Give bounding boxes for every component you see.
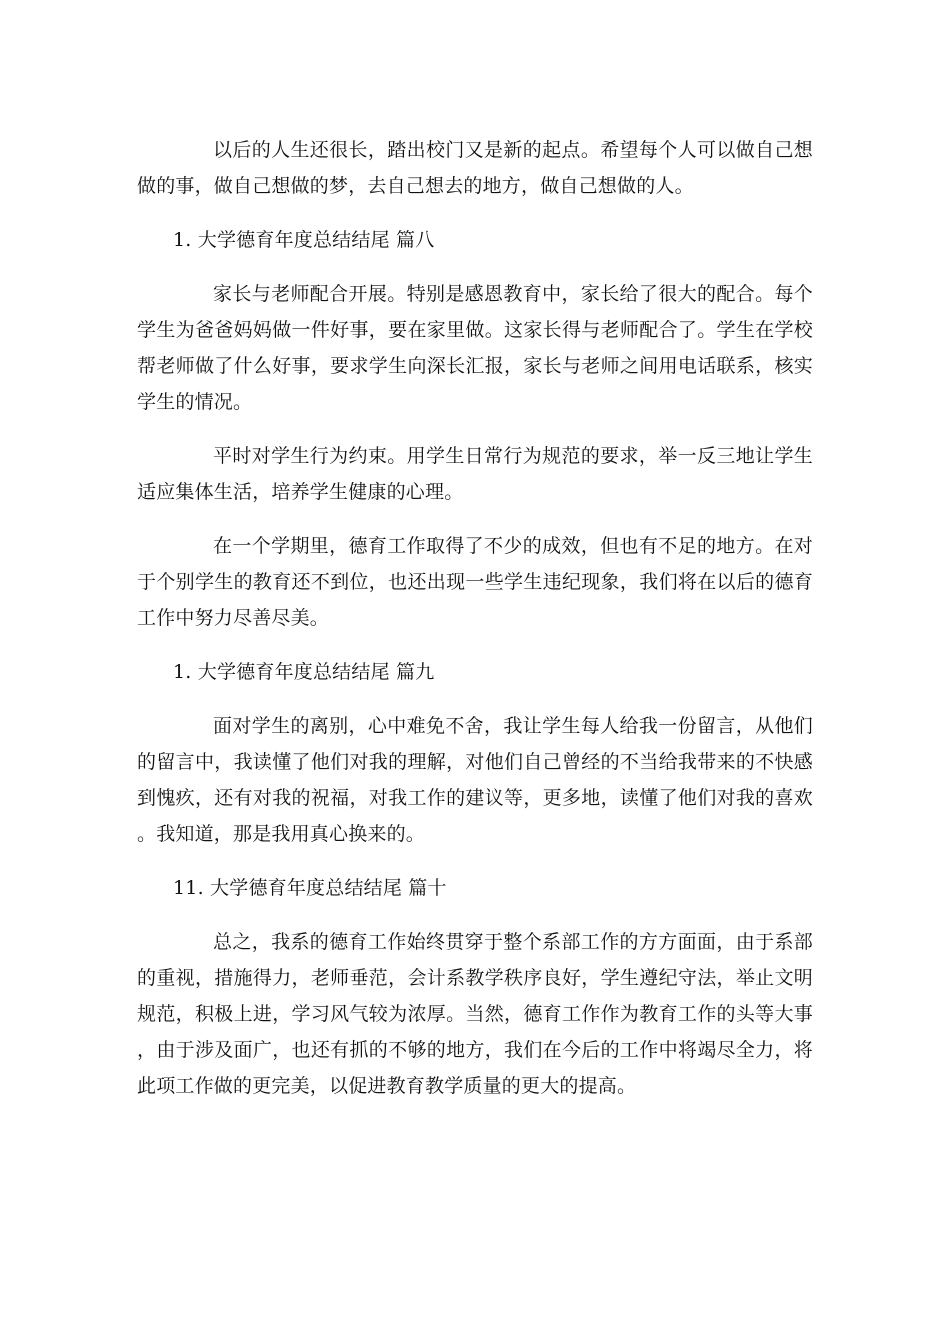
paragraph-behavior-rules: 平时对学生行为约束。用学生日常行为规范的要求，举一反三地让学生适应集体生活，培养学生健康的心理。 [137, 445, 813, 503]
paragraph-intro: 以后的人生还很长，踏出校门又是新的起点。希望每个人可以做自己想做的事，做自己想做的梦，去自己想去的地方，做自己想做的人。 [137, 139, 813, 197]
paragraph-conclusion: 总之，我系的德育工作始终贯穿于整个系部工作的方方面面，由于系部的重视，措施得力，老师垂范，会计系教学秩序良好，学生遵纪守法，举止文明规范，积极上进，学习风气较为浓厚。当然，德育工作作为教育工作的头等大事，由于涉及面广，也还有抓的不够的地方，我们在今后的工作中将竭尽全力，将此项工作做的更完美，以促进教育教学质量的更大的提高。 [137, 931, 813, 1097]
section-heading-part-10: 11. 大学德育年度总结结尾 篇十 [173, 877, 447, 899]
document-body [137, 132, 813, 1122]
section-heading-part-8: 1. 大学德育年度总结结尾 篇八 [173, 229, 435, 251]
paragraph-semester-results: 在一个学期里，德育工作取得了不少的成效，但也有不足的地方。在对于个别学生的教育还不到位，也还出现一些学生违纪现象，我们将在以后的德育工作中努力尽善尽美。 [137, 535, 813, 629]
paragraph-parent-teacher-cooperation: 家长与老师配合开展。特别是感恩教育中，家长给了很大的配合。每个学生为爸爸妈妈做一件好事，要在家里做。这家长得与老师配合了。学生在学校帮老师做了什么好事，要求学生向深长汇报，家长与老师之间用电话联系，核实学生的情况。 [137, 283, 813, 413]
section-heading-part-9: 1. 大学德育年度总结结尾 篇九 [173, 661, 435, 683]
paragraph-farewell: 面对学生的离别，心中难免不舍，我让学生每人给我一份留言，从他们的留言中，我读懂了他们对我的理解，对他们自己曾经的不当给我带来的不快感到愧疚，还有对我的祝福，对我工作的建议等，更多地，读懂了他们对我的喜欢。我知道，那是我用真心换来的。 [137, 715, 813, 845]
